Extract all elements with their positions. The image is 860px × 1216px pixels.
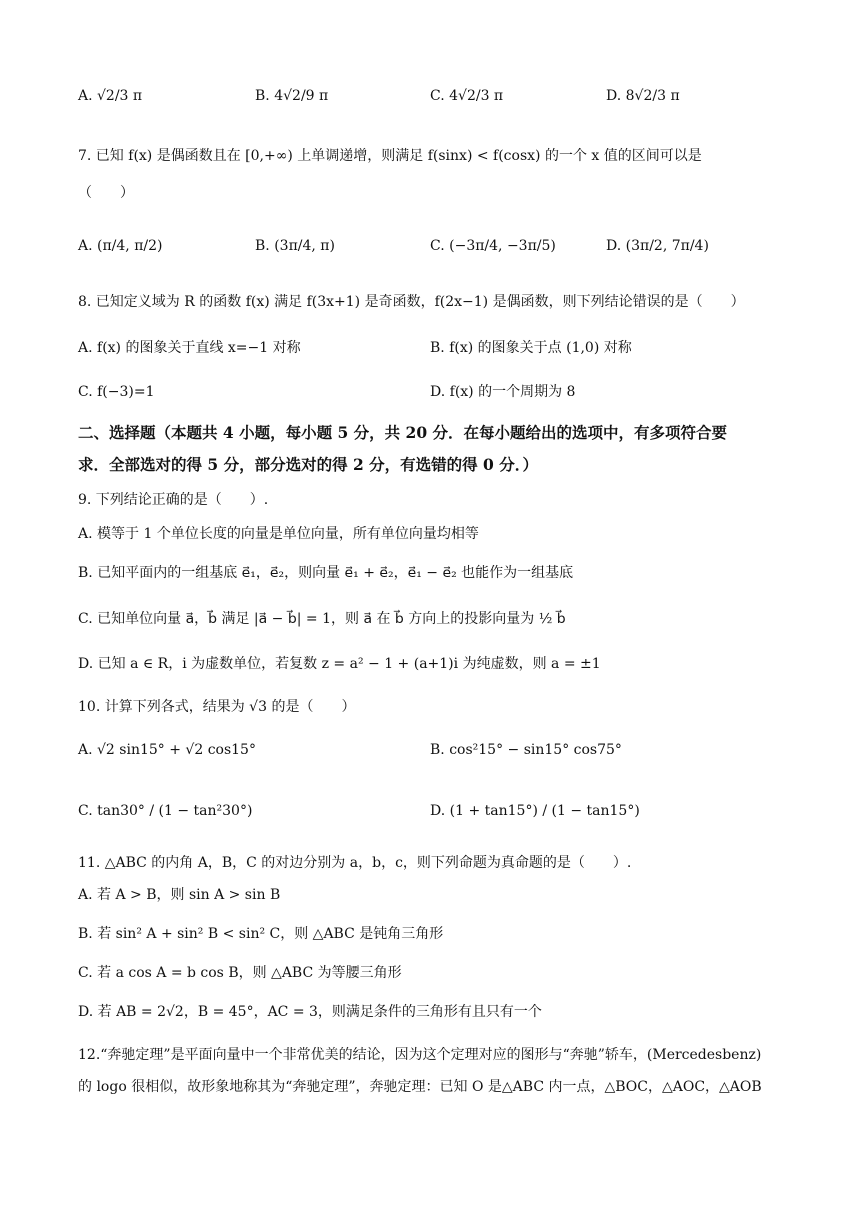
q6-option-a-math: √2/3 π — [97, 88, 143, 104]
q7-paren: （ ） — [78, 185, 134, 201]
q8-option-c: C. f(−3)=1 — [78, 384, 155, 400]
q7-option-c: C. (−3π/4, −3π/5) — [430, 238, 556, 254]
q8-option-d: D. f(x) 的一个周期为 8 — [430, 384, 576, 400]
q7-option-a: A. (π/4, π/2) — [78, 238, 163, 254]
q11-option-a: A. 若 A > B，则 sin A > sin B — [78, 887, 281, 903]
q11-option-b: B. 若 sin² A + sin² B < sin² C，则 △ABC 是钝角三角形 — [78, 926, 444, 942]
q12-line2: 的 logo 很相似，故形象地称其为“奔驰定理”，奔驰定理：已知 O 是△ABC 内一点，△BOC，△AOC，△AOB — [78, 1079, 762, 1095]
q9-option-b: B. 已知平面内的一组基底 e⃗₁，e⃗₂，则向量 e⃗₁ + e⃗₂，e⃗₁ − e⃗₂ 也能作为一组基底 — [78, 565, 574, 581]
q7-stem: 7. 已知 f(x) 是偶函数且在 [0,+∞) 上单调递增，则满足 f(sinx) < f(cosx) 的一个 x 值的区间可以是 — [78, 148, 702, 164]
q11-option-d: D. 若 AB = 2√2，B = 45°，AC = 3，则满足条件的三角形有且只有一个 — [78, 1004, 542, 1020]
q10-stem: 10. 计算下列各式，结果为 √3 的是（ ） — [78, 699, 356, 715]
q7-option-b: B. (3π/4, π) — [255, 238, 335, 254]
q8-stem: 8. 已知定义域为 R 的函数 f(x) 满足 f(3x+1) 是奇函数，f(2x−1) 是偶函数，则下列结论错误的是（ ） — [78, 294, 745, 310]
q6-option-d-math: 8√2/3 π — [625, 88, 680, 104]
q10-option-a: A. √2 sin15° + √2 cos15° — [78, 742, 256, 758]
q10-option-d: D. (1 + tan15°) / (1 − tan15°) — [430, 803, 640, 819]
q9-option-a: A. 模等于 1 个单位长度的向量是单位向量，所有单位向量均相等 — [78, 526, 479, 542]
q9-stem: 9. 下列结论正确的是（ ）. — [78, 492, 269, 508]
q6-option-b: B. 4√2/9 π — [255, 88, 329, 104]
q10-option-c: C. tan30° / (1 − tan²30°) — [78, 803, 253, 819]
q9-option-d: D. 已知 a ∈ R，i 为虚数单位，若复数 z = a² − 1 + (a+1)i 为纯虚数，则 a = ±1 — [78, 656, 601, 672]
q6-option-c-math: 4√2/3 π — [449, 88, 504, 104]
q9-option-c: C. 已知单位向量 a⃗，b⃗ 满足 |a⃗ − b⃗| = 1，则 a⃗ 在 b⃗ 方向上的投影向量为 ½ b⃗ — [78, 611, 566, 627]
q8-option-a: A. f(x) 的图象关于直线 x=−1 对称 — [78, 340, 301, 356]
q7-option-d: D. (3π/2, 7π/4) — [606, 238, 709, 254]
q11-stem: 11. △ABC 的内角 A，B，C 的对边分别为 a，b，c，则下列命题为真命题的是（ ）. — [78, 855, 632, 871]
q10-option-b: B. cos²15° − sin15° cos75° — [430, 742, 622, 758]
q6-option-a: A. √2/3 π — [78, 88, 143, 104]
q11-option-c: C. 若 a cos A = b cos B，则 △ABC 为等腰三角形 — [78, 965, 402, 981]
q6-option-b-math: 4√2/9 π — [274, 88, 329, 104]
q8-option-b: B. f(x) 的图象关于点 (1,0) 对称 — [430, 340, 632, 356]
q6-option-d: D. 8√2/3 π — [606, 88, 680, 104]
q12-line1: 12.“奔驰定理”是平面向量中一个非常优美的结论，因为这个定理对应的图形与“奔驰”轿车，(Mercedesbenz) — [78, 1047, 762, 1063]
q6-option-c: C. 4√2/3 π — [430, 88, 504, 104]
section2-heading-line2: 求．全部选对的得 5 分，部分选对的得 2 分，有选错的得 0 分．） — [78, 455, 538, 474]
section2-heading-line1: 二、选择题（本题共 4 小题，每小题 5 分，共 20 分．在每小题给出的选项中，有多项符合要 — [78, 423, 728, 442]
